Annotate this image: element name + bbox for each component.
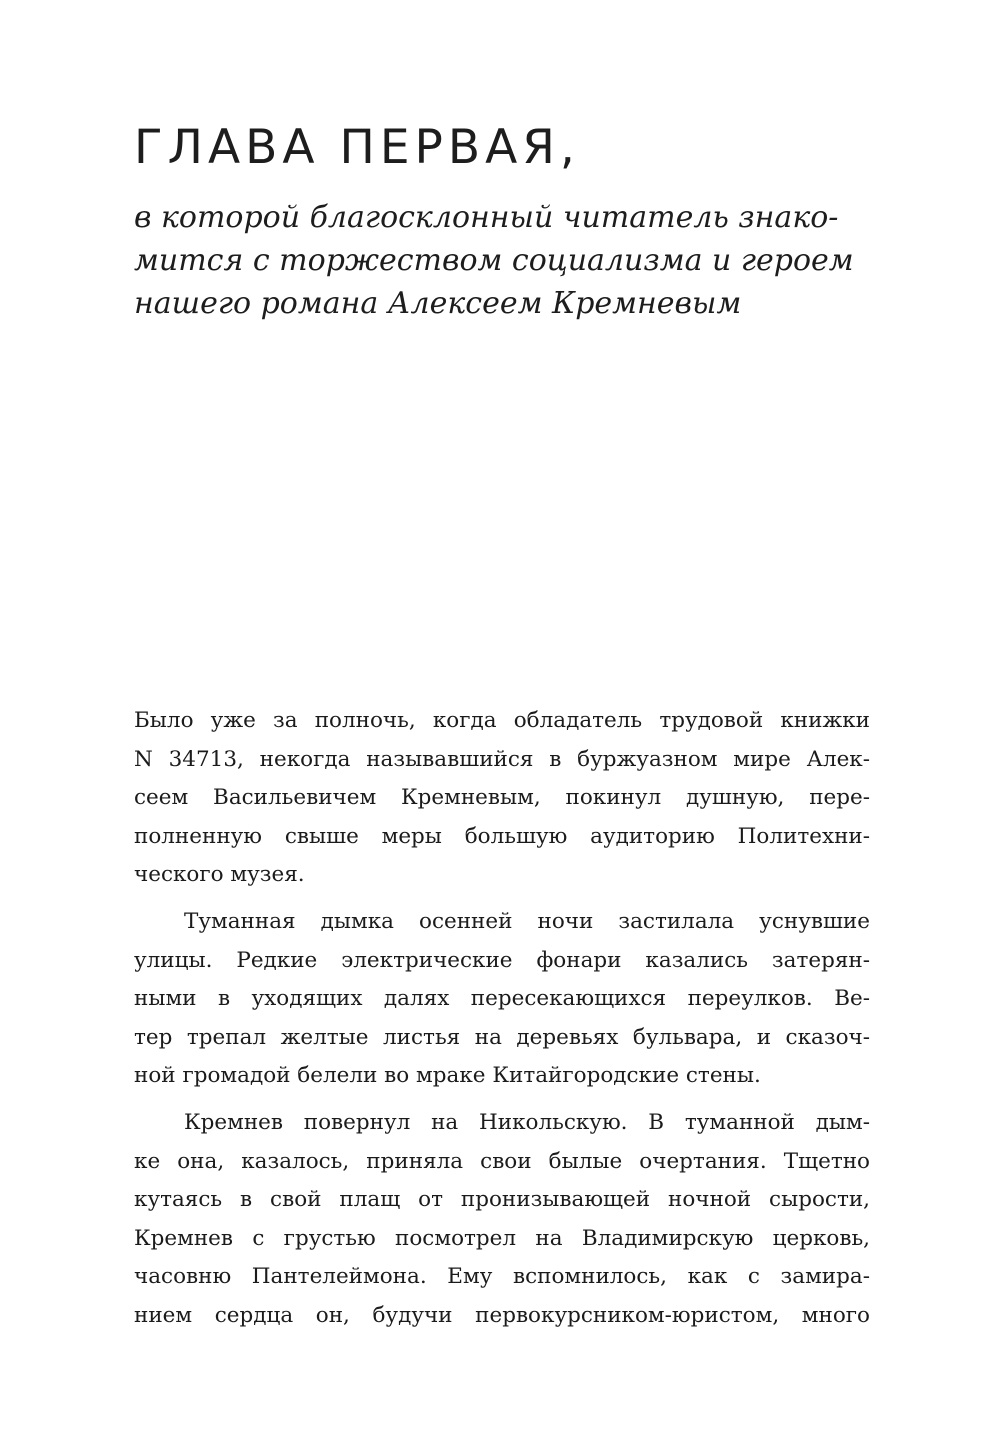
text-line: Кремнев повернул на Никольскую. В туманной дым-	[184, 1109, 870, 1135]
chapter-title: ГЛАВА ПЕРВАЯ,	[134, 120, 580, 175]
text-line: ными в уходящих далях пересекающихся переулков. Ве-	[134, 986, 870, 1012]
text-line: Кремнев с грустью посмотрел на Владимирскую церковь,	[134, 1225, 870, 1251]
text-line: кутаясь в свой плащ от пронизывающей ночной сырости,	[134, 1187, 870, 1213]
chapter-subtitle-line: нашего романа Алексеем Кремневым	[134, 286, 742, 321]
chapter-subtitle-line: в которой благосклонный читатель знако-	[134, 200, 839, 235]
paragraph	[134, 903, 870, 1096]
text-line: часовню Пантелеймона. Ему вспомнилось, как с замира-	[134, 1264, 870, 1290]
text-line: ке она, казалось, приняла свои былые очертания. Тщетно	[134, 1148, 870, 1174]
text-line: улицы. Редкие электрические фонари казались затерян-	[134, 947, 870, 973]
text-line: Было уже за полночь, когда обладатель трудовой книжки	[134, 708, 870, 733]
chapter-subtitle	[134, 196, 874, 325]
paragraph	[134, 702, 870, 895]
body-text	[134, 702, 870, 1344]
chapter-subtitle-line: мится с торжеством социализма и героем	[134, 243, 854, 278]
text-line: тер трепал желтые листья на деревьях бульвара, и сказоч-	[134, 1024, 870, 1050]
text-line: N 34713, некогда называвшийся в буржуазном мире Алек-	[134, 746, 870, 772]
paragraph	[134, 1104, 870, 1336]
text-line: Туманная дымка осенней ночи застилала уснувшие	[184, 908, 870, 934]
text-line: ческого музея.	[134, 862, 305, 888]
text-line: сеем Васильевичем Кремневым, покинул душную, пере-	[134, 785, 870, 811]
text-line: полненную свыше меры большую аудиторию Политехни-	[134, 823, 870, 849]
text-line: нием сердца он, будучи первокурсником-юристом, много	[134, 1302, 870, 1328]
text-line: ной громадой белели во мраке Китайгородские стены.	[134, 1063, 761, 1089]
